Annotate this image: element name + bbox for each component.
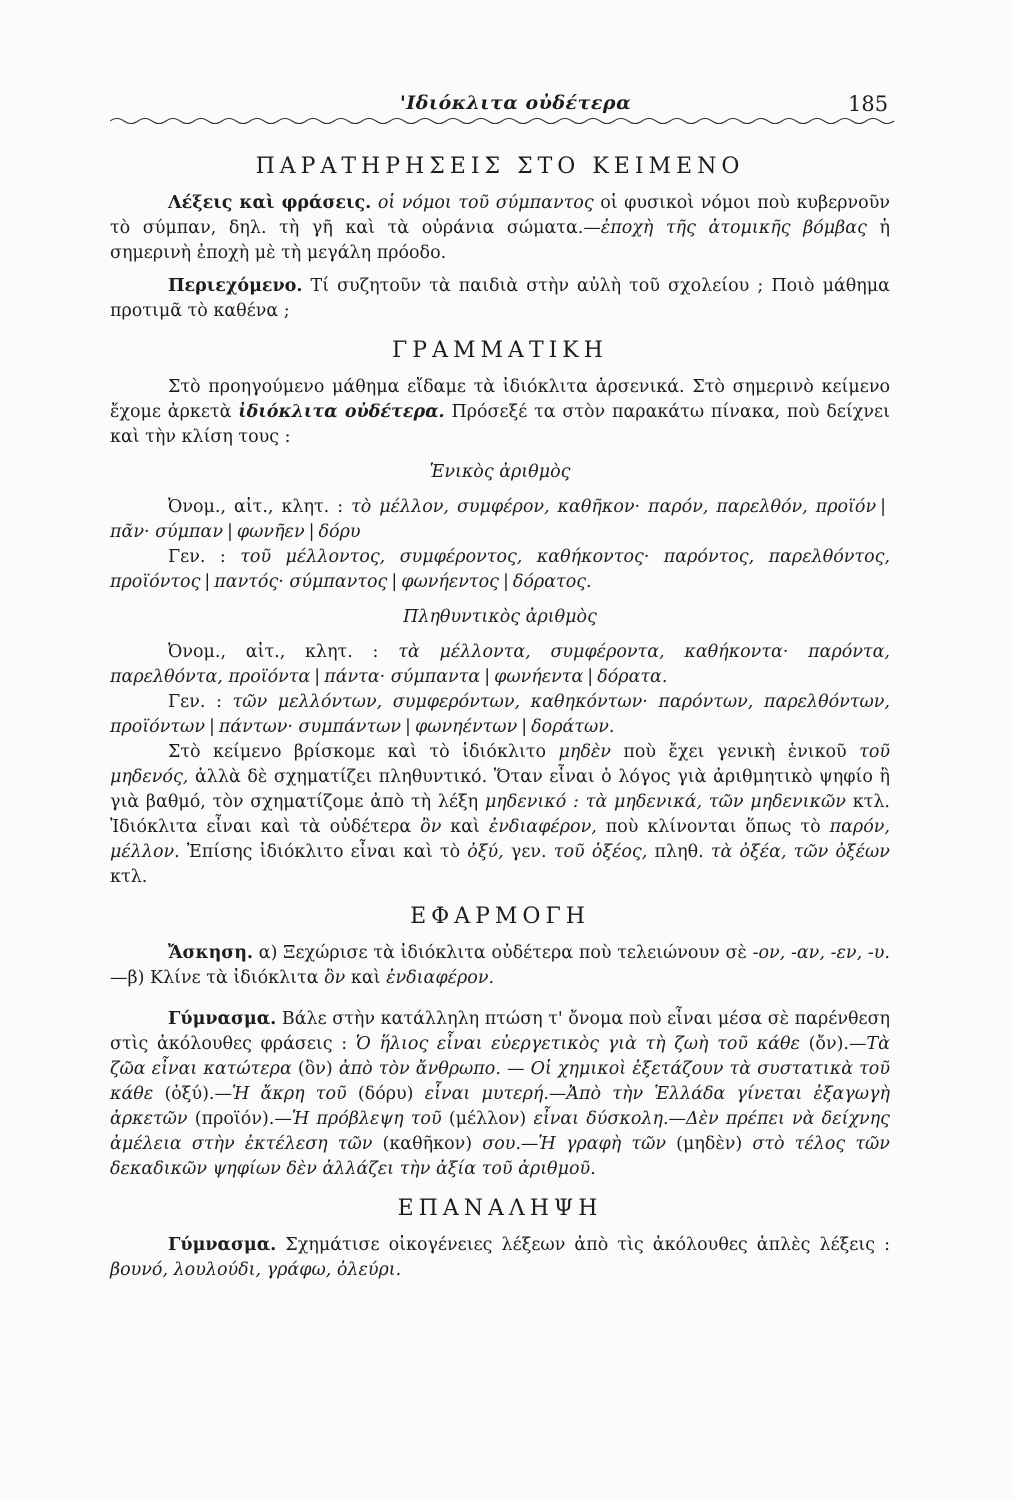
text-run: (μέλλον) — [448, 1109, 527, 1129]
text-run: οἱ φυσικοὶ νόμοι ποὺ κυβερνοῦν τὸ σύμπαν, δηλ. τὴ γῆ καὶ τὰ οὐράνια σώματα.— — [110, 193, 890, 238]
italic-phrase: Ἡ ἄκρη τοῦ — [231, 1084, 347, 1104]
case-label: Ὀνομ., αἰτ., κλητ. : — [168, 497, 344, 517]
noun-forms: φωνῆεν — [236, 522, 305, 542]
heading-singular: Ἑνικὸς ἀριθμὸς — [429, 462, 571, 482]
noun-forms: δόρατος. — [512, 572, 592, 592]
text-run: ποὺ κλίνονται ὅπως τὸ — [605, 817, 821, 837]
text-run: α) Ξεχώρισε τὰ ἰδιόκλιτα οὐδέτερα ποὺ τελειώνουν σὲ — [258, 943, 747, 963]
heading-grammar: ΓΡΑΜΜΑΤΙΚΗ — [392, 338, 608, 363]
italic-phrase: ἀπὸ τὸν ἄνθρωπο. — Οἱ χημικοὶ ἐξετάζουν τὰ συστατικὰ τοῦ κάθε — [110, 1059, 890, 1104]
lead-words-phrases: Λέξεις καὶ φράσεις. — [168, 193, 372, 213]
italic-phrase: βουνό, λουλούδι, γράφω, ὀλεύρι. — [110, 1260, 402, 1280]
italic-phrase: ἐποχὴ τῆς ἀτομικῆς βόμβας — [600, 218, 867, 238]
italic-phrase: στὸ τέλος τῶν δεκαδικῶν ψηφίων δὲν ἀλλάζει τὴν ἀξία τοῦ ἀριθμοῦ. — [110, 1134, 890, 1179]
lead-revision-drill: Γύμνασμα. — [168, 1235, 277, 1255]
italic-phrase: εἶναι δύσκολη.—Δὲν πρέπει νὰ δείχνης ἀμέλεια στὴν ἐκτέλεση τῶν — [110, 1109, 890, 1154]
italic-phrase: ὂν — [420, 817, 442, 837]
paragraph-words-phrases — [110, 191, 890, 266]
text-run: (καθῆκον) — [382, 1134, 473, 1154]
noun-forms: παντός· σύμπαντος — [214, 572, 388, 592]
noun-forms: δοράτων. — [531, 717, 615, 737]
italic-phrase: τὰ ὀξέα, τῶν ὀξέων — [710, 842, 890, 862]
noun-forms: τὸ μέλλον, συμφέρον, καθῆκον· παρόν, παρελθόν, προϊόν — [351, 497, 877, 517]
case-label: Γεν. : — [168, 692, 222, 712]
noun-forms: δόρυ — [318, 522, 361, 542]
text-run: (ὂν) — [297, 1059, 333, 1079]
italic-phrase: οἱ νόμοι τοῦ σύμπαντος — [377, 193, 594, 213]
text-run: Βάλε στὴν κατάλληλη πτώση τ' ὄνομα ποὺ εἶναι μέσα σὲ παρένθεση στὶς ἀκόλουθες φράσεις : — [110, 1009, 890, 1054]
italic-phrase: μηδενικό : τὰ μηδενικά, τῶν μηδενικῶν — [484, 792, 846, 812]
plural-nominative-row: Ὀνομ., αἰτ., κλητ. : τὰ μέλλοντα, συμφέροντα, καθήκοντα· παρόντα, παρελθόντα, προϊόντα | πάντα· σύμπαντα | φωνήεντα | δόρατα. — [110, 642, 890, 687]
noun-forms: φωνηέντων — [414, 717, 518, 737]
case-label: Ὀνομ., αἰτ., κλητ. : — [168, 642, 379, 662]
running-title: 'Ιδιόκλιτα οὐδέτερα — [400, 92, 632, 114]
italic-phrase: Ὁ ἥλιος εἶναι εὐεργετικὸς γιὰ τὴ ζωὴ τοῦ κάθε — [355, 1034, 800, 1054]
text-run: γεν. — [510, 842, 547, 862]
heading-observations: ΠΑΡΑΤΗΡΗΣΕΙΣ ΣΤΟ ΚΕΙΜΕΝΟ — [255, 154, 745, 179]
text-run: καὶ — [350, 968, 381, 988]
italic-phrase: ὀξύ, — [467, 842, 504, 862]
text-run: Στὸ κείμενο βρίσκομε καὶ τὸ ἰδιόκλιτο — [168, 742, 547, 762]
text-run: (προϊόν).— — [194, 1109, 292, 1129]
noun-forms: πάντων· συμπάντων — [218, 717, 402, 737]
bold-italic-term: ἰδιόκλιτα οὐδέτερα. — [238, 402, 445, 422]
text-run: Πρόσεξέ τα στὸν παρακάτω πίνακα, ποὺ δείχνει καὶ τὴν κλίση τους : — [110, 402, 890, 447]
lead-drill: Γύμνασμα. — [168, 1009, 277, 1029]
italic-phrase: -ον, -αν, -εν, -υ. — [752, 943, 890, 963]
text-run: Ἐπίσης ἰδιόκλιτο εἶναι καὶ τὸ — [186, 842, 461, 862]
paragraph-grammar-notes — [110, 740, 890, 890]
italic-phrase: παρόν, μέλλον. — [110, 817, 890, 862]
italic-phrase: ὂν — [324, 968, 346, 988]
noun-forms: πάντα· σύμπαντα — [324, 667, 481, 687]
body-text — [110, 140, 890, 1283]
noun-forms: φωνήεντος — [401, 572, 499, 592]
paragraph-revision-drill — [110, 1233, 890, 1283]
paragraph-grammar-intro — [110, 375, 890, 450]
text-run: Σχημάτισε οἰκογένειες λέξεων ἀπὸ τὶς ἀκόλουθες ἁπλὲς λέξεις : — [285, 1235, 890, 1255]
text-run: κτλ. Ἰδιόκλιτα εἶναι καὶ τὰ οὐδέτερα — [110, 792, 890, 837]
italic-phrase: εἶναι μυτερή.—Ἀπὸ τὴν Ἑλλάδα γίνεται ἐξαγωγὴ ἀρκετῶν — [110, 1084, 890, 1129]
text-run: —β) Κλίνε τὰ ἰδιόκλιτα — [110, 968, 319, 988]
noun-forms: τὰ μέλλοντα, συμφέροντα, καθήκοντα· παρόντα, παρελθόντα, προϊόντα — [110, 642, 890, 687]
text-run: (δόρυ) — [357, 1084, 414, 1104]
lead-content: Περιεχόμενο. — [168, 276, 303, 296]
text-run: πληθ. — [654, 842, 704, 862]
text-run: Στὸ προηγούμενο μάθημα εἴδαμε τὰ ἰδιόκλιτα ἀρσενικά. Στὸ σημερινὸ κείμενο ἔχομε ἀρκετὰ — [110, 377, 890, 422]
noun-forms: δόρατα. — [597, 667, 668, 687]
italic-phrase: ἐνδιαφέρον, — [488, 817, 597, 837]
text-run: κτλ. — [110, 867, 148, 887]
noun-forms: φωνήεντα — [494, 667, 584, 687]
noun-forms: πᾶν· σύμπαν — [110, 522, 223, 542]
text-run: Τί συζητοῦν τὰ παιδιὰ στὴν αὐλὴ τοῦ σχολείου ; Ποιὸ μάθημα προτιμᾶ τὸ καθένα ; — [110, 276, 890, 321]
page-number: 185 — [848, 92, 889, 116]
text-run: ἡ σημερινὴ ἐποχὴ μὲ τὴ μεγάλη πρόοδο. — [110, 218, 890, 263]
italic-phrase: σου.—Ἡ γραφὴ τῶν — [482, 1134, 666, 1154]
paragraph-drill — [110, 1007, 890, 1182]
heading-application: ΕΦΑΡΜΟΓΗ — [410, 904, 590, 929]
plural-genitive-row: Γεν. : τῶν μελλόντων, συμφερόντων, καθηκόντων· παρόντων, παρελθόντων, προϊόντων | πάντων· συμπάντων | φωνηέντων | δοράτων. — [110, 692, 890, 737]
italic-phrase: Ἡ πρόβλεψη τοῦ — [291, 1109, 442, 1129]
singular-nominative-row: Ὀνομ., αἰτ., κλητ. : τὸ μέλλον, συμφέρον, καθῆκον· παρόν, παρελθόν, προϊόν |πᾶν· σύμπαν | φωνῆεν | δόρυ — [110, 497, 886, 542]
lead-exercise: Ἄσκηση. — [168, 943, 254, 963]
case-label: Γεν. : — [168, 547, 226, 567]
italic-phrase: τοῦ ὀξέος, — [553, 842, 648, 862]
text-run: ἀλλὰ δὲ σχηματίζει πληθυντικό. Ὅταν εἶναι ὁ λόγος γιὰ ἀριθμητικὸ ψηφίο ἢ γιὰ βαθμό, τὸν σχηματίζομε ἀπὸ τὴ λέξη — [110, 767, 890, 812]
text-run: καὶ — [450, 817, 480, 837]
noun-forms: τοῦ μέλλοντος, συμφέροντος, καθήκοντος· παρόντος, παρελθόντος, προϊόντος — [110, 547, 890, 592]
italic-phrase: ἐνδιαφέρον. — [386, 968, 495, 988]
text-run: (ὄν).— — [808, 1034, 867, 1054]
italic-phrase: Τὰ ζῶα εἶναι κατώτερα — [110, 1034, 890, 1079]
text-run: ποὺ ἔχει γενικὴ ἑνικοῦ — [623, 742, 847, 762]
text-run: (μηδὲν) — [676, 1134, 743, 1154]
wavy-rule — [110, 116, 900, 126]
singular-genitive-row: Γεν. : τοῦ μέλλοντος, συμφέροντος, καθήκοντος· παρόντος, παρελθόντος, προϊόντος | παντός· σύμπαντος | φωνήεντος | δόρατος. — [110, 547, 890, 592]
paragraph-exercise — [110, 941, 890, 991]
text-run: (ὀξύ).— — [164, 1084, 232, 1104]
italic-phrase: τοῦ μηδενός, — [110, 742, 890, 787]
italic-phrase: μηδὲν — [558, 742, 611, 762]
paragraph-content — [110, 274, 890, 324]
heading-plural: Πληθυντικὸς ἀριθμὸς — [403, 607, 597, 627]
heading-revision: ΕΠΑΝΑΛΗΨΗ — [397, 1196, 603, 1221]
noun-forms: τῶν μελλόντων, συμφερόντων, καθηκόντων· παρόντων, παρελθόντων, προϊόντων — [110, 692, 890, 737]
